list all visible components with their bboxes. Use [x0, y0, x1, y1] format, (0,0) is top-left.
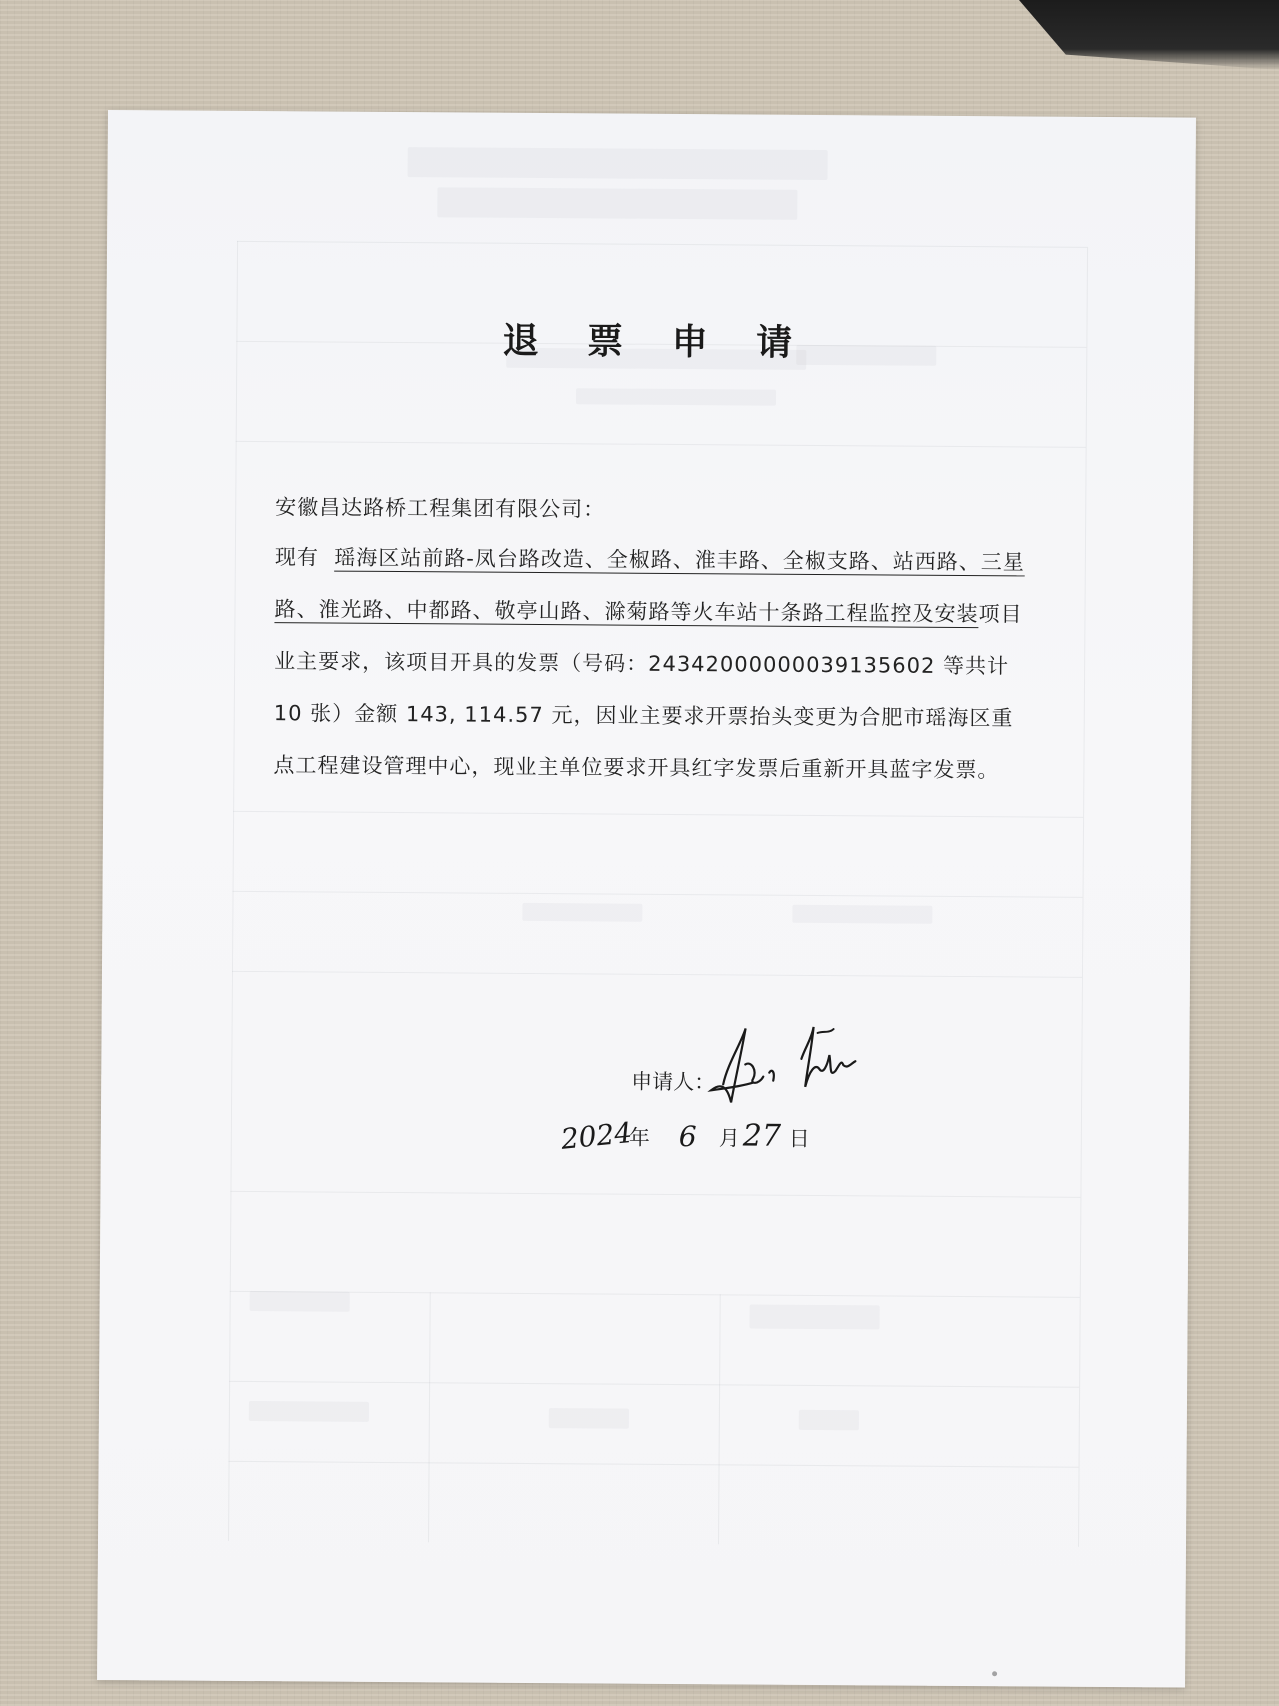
request-body [273, 531, 1035, 796]
invoice-count: 等共计 10 张）金额 [273, 653, 1010, 727]
invoice-amount: 143, 114.57 [405, 702, 544, 728]
applicant-label: 申请人： [631, 1069, 716, 1095]
date-month: 6 [678, 1120, 697, 1154]
date-day: 27 [742, 1118, 782, 1154]
project-name: 瑶海区站前路-凤台路改造、全椒路、淮丰路、全椒支路、站西路、三星路、淮光路、中都路、敬亭山路、滁菊路等火车站十条路工程监控及安装 [274, 545, 1025, 627]
date-day-unit: 日 [788, 1126, 810, 1151]
date-month-unit: 月 [718, 1126, 740, 1151]
paragraph-prefix: 现有 [274, 545, 319, 570]
paper-mark [992, 1671, 997, 1676]
invoice-number: 24342000000039135602 [648, 651, 936, 678]
application-date [561, 1113, 901, 1175]
addressee: 安徽昌达路桥工程集团有限公司： [275, 495, 606, 522]
amount-unit: 元， [551, 703, 596, 728]
background-dark-object [1019, 0, 1279, 70]
handwritten-signature [701, 1024, 872, 1115]
paragraph-after-project: 项目业主要求，该项目开具的发票（号码： [274, 602, 1023, 676]
reason-text: 因业主要求开票抬头变更为合肥市瑶海区重点工程建设管理中心，现业主单位要求开具红字发票后重新开具蓝字发票。 [273, 703, 1014, 783]
date-year: 2024 [559, 1116, 634, 1156]
request-paragraph [273, 531, 1035, 796]
date-year-unit: 年 [628, 1125, 650, 1150]
document-title: 退 票 申 请 [502, 320, 811, 364]
document-page [97, 110, 1196, 1688]
